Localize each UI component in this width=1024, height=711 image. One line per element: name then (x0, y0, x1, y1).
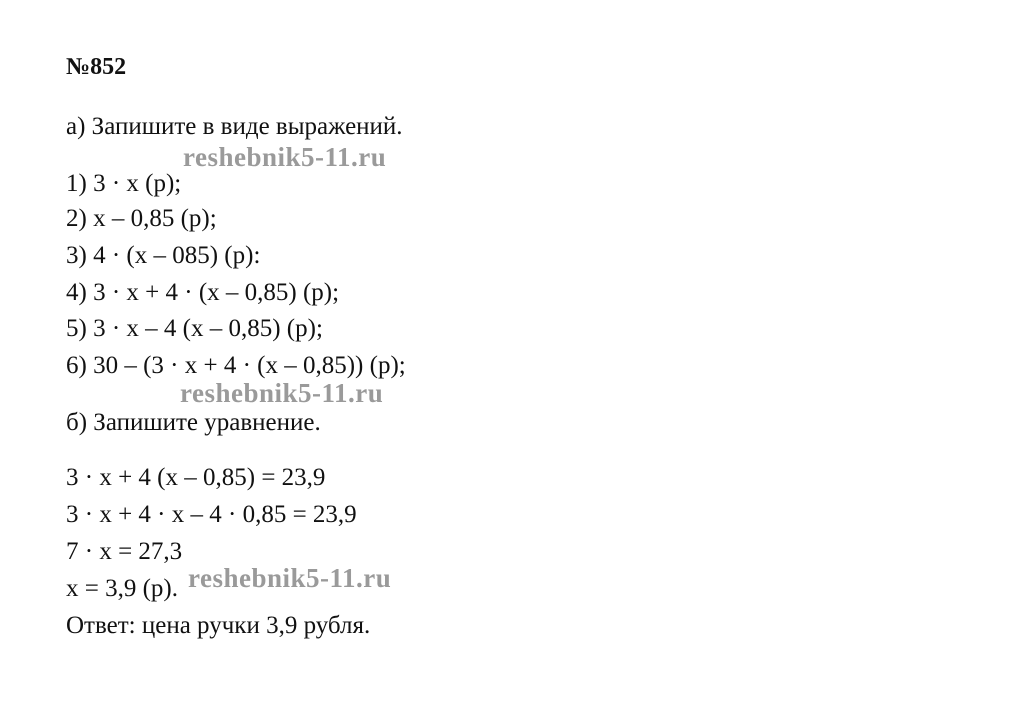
equation-line-4: x = 3,9 (р). (66, 575, 178, 602)
watermark: reshebnik5-11.ru (188, 563, 392, 593)
part-a-heading: а) Запишите в виде выражений. (66, 113, 403, 140)
expression-item-4: 4) 3 · x + 4 · (x – 0,85) (р); (66, 279, 340, 306)
expression-item-3: 3) 4 · (x – 085) (р): (66, 242, 261, 269)
watermark: reshebnik5-11.ru (183, 142, 387, 172)
page-title: №852 (66, 54, 127, 80)
equation-line-1: 3 · x + 4 (x – 0,85) = 23,9 (66, 464, 326, 491)
part-b-heading: б) Запишите уравнение. (66, 409, 321, 436)
watermark: reshebnik5-11.ru (180, 378, 384, 408)
expression-item-5: 5) 3 · x – 4 (x – 0,85) (р); (66, 315, 323, 342)
expression-item-2: 2) x – 0,85 (р); (66, 205, 217, 232)
answer-line: Ответ: цена ручки 3,9 рубля. (66, 612, 371, 639)
expression-item-6: 6) 30 – (3 · x + 4 · (x – 0,85)) (р); (66, 352, 406, 379)
equation-line-3: 7 · x = 27,3 (66, 538, 183, 565)
equation-line-2: 3 · x + 4 · x – 4 · 0,85 = 23,9 (66, 501, 357, 528)
expression-item-1: 1) 3 · x (р); (66, 170, 182, 197)
